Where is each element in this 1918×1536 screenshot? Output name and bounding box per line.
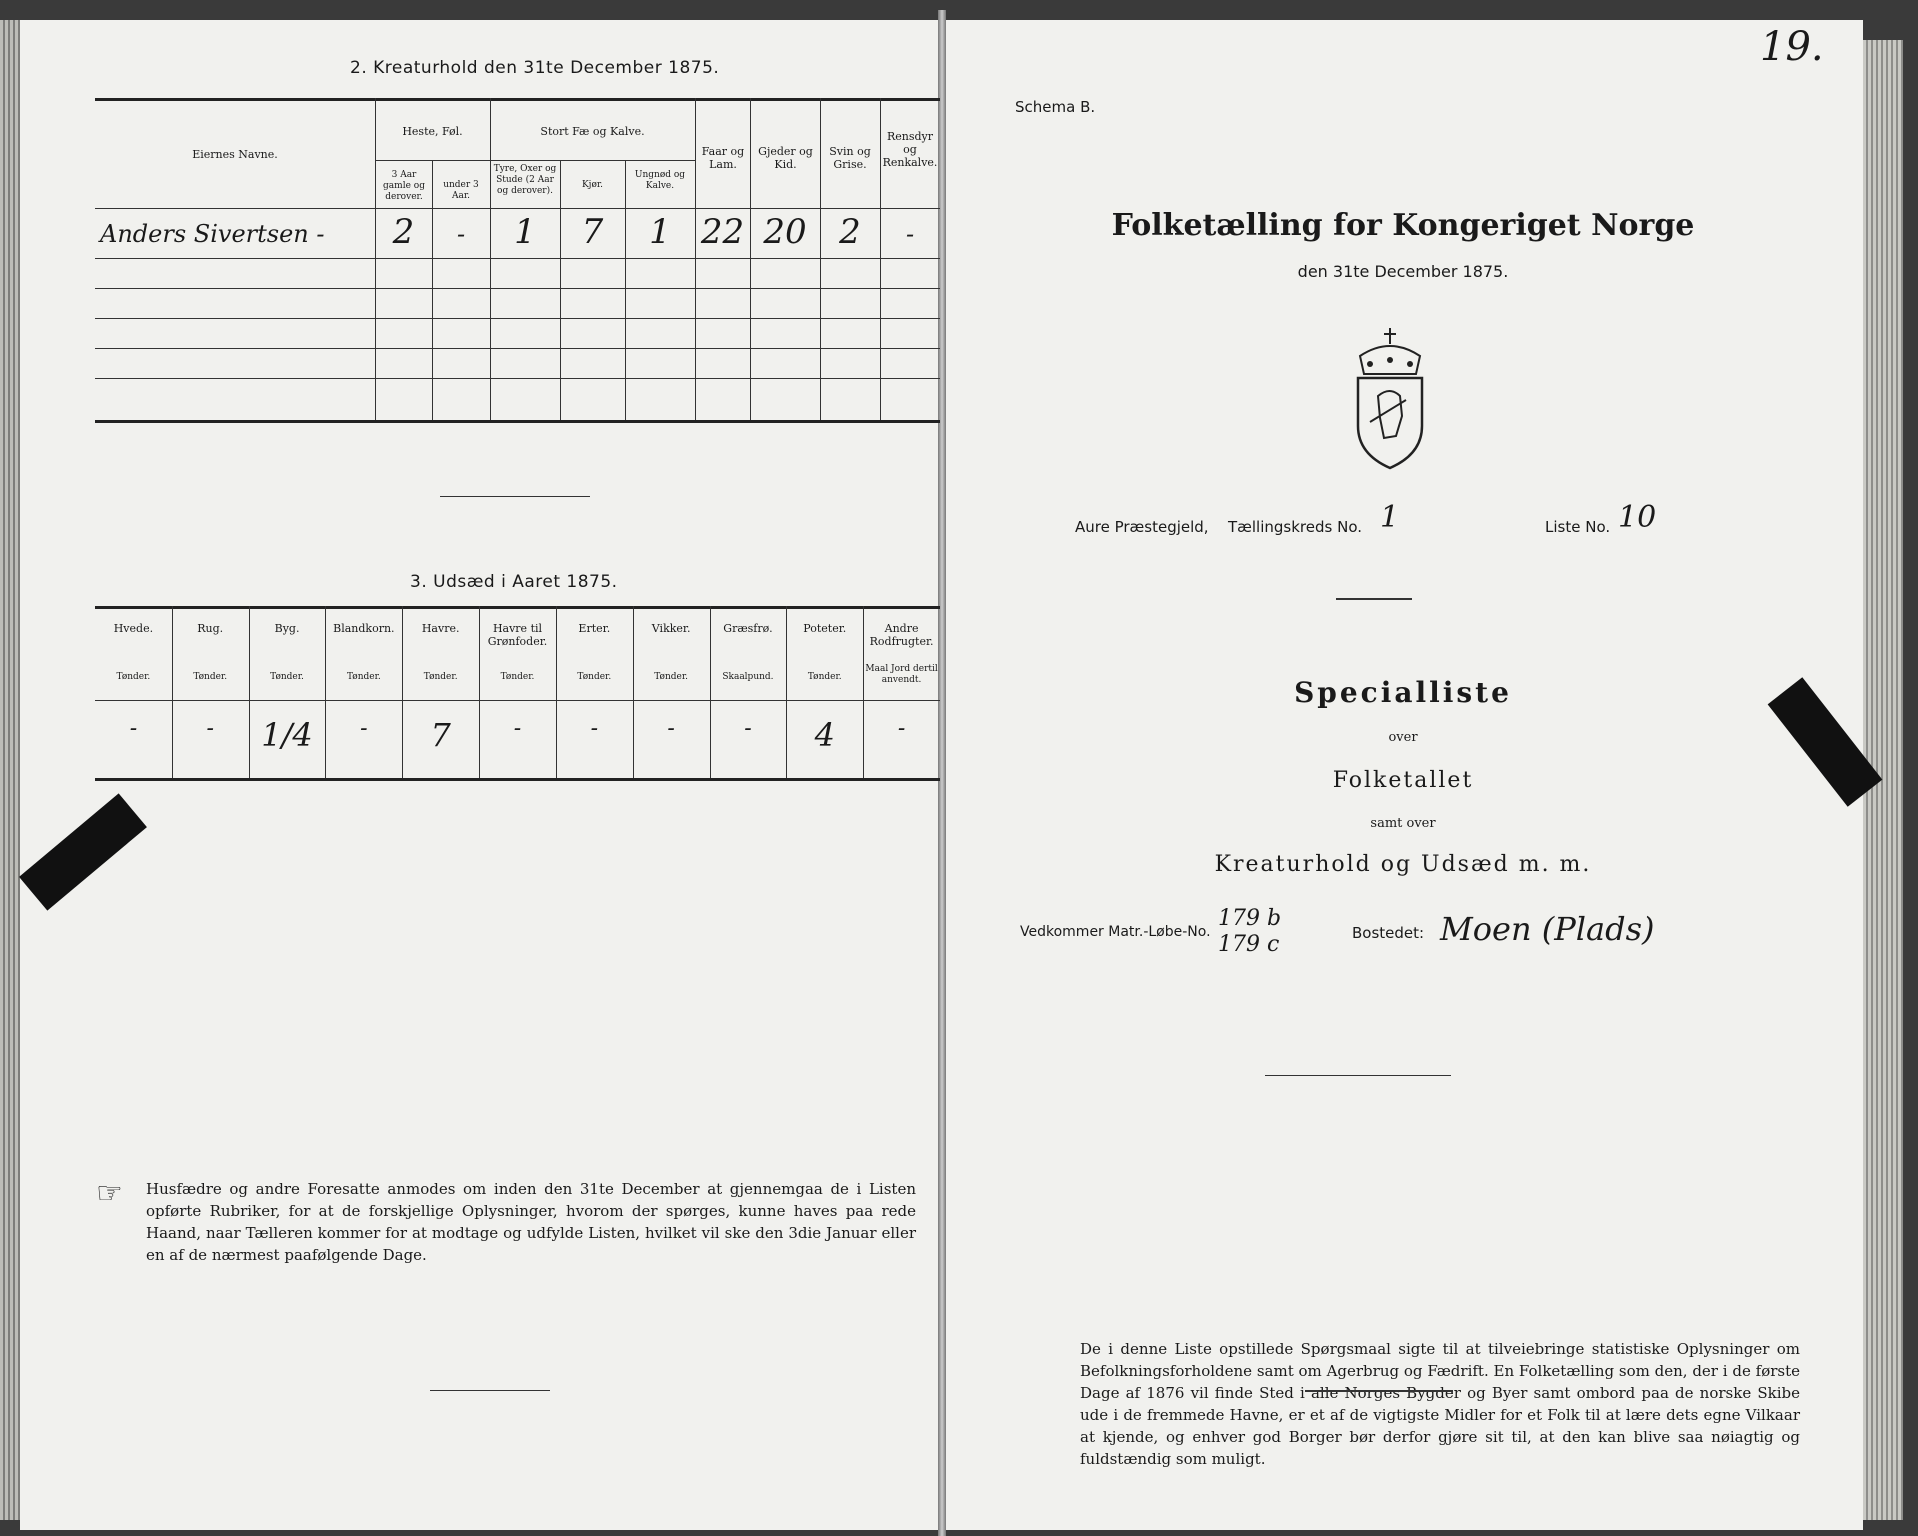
table2-col-rule bbox=[750, 98, 751, 420]
udsaed-col-unit: Tønder. bbox=[346, 672, 381, 682]
udsaed-value: - bbox=[360, 716, 368, 741]
udsaed-value: - bbox=[744, 716, 752, 741]
table2-row-rule bbox=[95, 378, 940, 379]
schema-label: Schema B. bbox=[1015, 98, 1096, 116]
udsaed-value: 7 bbox=[430, 716, 451, 754]
udsaed-col-unit: Tønder. bbox=[423, 672, 458, 682]
list-value: 10 bbox=[1618, 500, 1657, 535]
book-edge-left bbox=[0, 20, 22, 1520]
bostedet-value: Moen (Plads) bbox=[1440, 910, 1655, 948]
udsaed-col-name: Poteter. bbox=[803, 622, 847, 635]
table3-col-rule bbox=[556, 606, 557, 778]
udsaed-col-unit: Tønder. bbox=[577, 672, 612, 682]
table2-col-rule bbox=[490, 98, 491, 420]
value-svin: 2 bbox=[839, 212, 861, 252]
specialliste-title: Specialliste bbox=[1294, 676, 1512, 709]
udsaed-value: - bbox=[590, 716, 599, 741]
main-title: Folketælling for Kongeriget Norge bbox=[1111, 208, 1695, 243]
table2-bottom-rule bbox=[95, 420, 940, 423]
udsaed-col-unit: Tønder. bbox=[807, 672, 842, 682]
udsaed-col-unit: Tønder. bbox=[116, 672, 151, 682]
parish-label: Aure Præstegjeld, bbox=[1075, 518, 1209, 536]
over-text: over bbox=[1388, 730, 1418, 745]
value-faar: 22 bbox=[700, 212, 745, 252]
udsaed-col-name: Græsfrø. bbox=[723, 622, 773, 635]
table3-col-rule bbox=[325, 606, 326, 778]
matr-value-2: 179 c bbox=[1218, 932, 1280, 957]
value-heste-old: 2 bbox=[392, 212, 415, 252]
table3-col-rule bbox=[479, 606, 480, 778]
page-number: 19. bbox=[1760, 24, 1824, 70]
udsaed-col-name: Havre. bbox=[421, 622, 460, 635]
district-value: 1 bbox=[1380, 500, 1400, 535]
value-kjor: 7 bbox=[581, 212, 604, 252]
col-header-rensdyr: Rensdyr og Renkalve. bbox=[882, 130, 938, 169]
coat-of-arms-icon bbox=[1340, 326, 1440, 471]
udsaed-value: - bbox=[129, 716, 138, 741]
udsaed-col-unit: Tønder. bbox=[500, 672, 535, 682]
divider bbox=[1305, 1390, 1453, 1392]
udsaed-col-unit: Tønder. bbox=[193, 672, 228, 682]
udsaed-col-unit: Tønder. bbox=[270, 672, 304, 682]
owner-name: Anders Sivertsen - bbox=[100, 220, 325, 248]
udsaed-value: 1/4 bbox=[261, 716, 313, 754]
udsaed-col-name: Byg. bbox=[274, 622, 300, 635]
udsaed-col-name: Andre Rodfrugter. bbox=[869, 622, 934, 648]
table2-row-rule bbox=[95, 288, 940, 289]
table3-top-rule bbox=[95, 606, 940, 609]
matr-label: Vedkommer Matr.-Løbe-No. bbox=[1020, 924, 1211, 940]
col-header-owner: Eiernes Navne. bbox=[192, 148, 278, 161]
udsaed-col-name: Hvede. bbox=[113, 622, 154, 635]
table2-col-rule bbox=[375, 98, 376, 420]
table3-col-rule bbox=[710, 606, 711, 778]
col-header-svin: Svin og Grise. bbox=[829, 145, 871, 171]
table3-col-rule bbox=[633, 606, 634, 778]
folketallet-text: Folketallet bbox=[1332, 768, 1474, 793]
explanation-text: De i denne Liste opstillede Spørgsmaal sigte til at tilveiebringe statistiske Oplysninger om Befolkningsforholdene samt om Agerbrug og Fædrift. En Folketælling som den, der i de første Dage af 1876 vil finde Sted i alle Norges Bygder og Byer samt ombord paa de norske Skibe ude i de fremmede Havne, er et af de vigtigste Midler for et Folk til at lære dets egne Vilkaar at kjende, og enhver god Borger bør derfor gjøre sit til, at den kan blive saa nøiagtig og fuldstændig som muligt. bbox=[1080, 1340, 1800, 1468]
value-ungnod: 1 bbox=[649, 212, 671, 252]
col-header-heste-old: 3 Aar gamle og derover. bbox=[383, 170, 425, 202]
udsaed-col-name: Vikker. bbox=[651, 622, 691, 635]
group-header-heste: Heste, Føl. bbox=[402, 125, 463, 138]
samt-over-text: samt over bbox=[1370, 816, 1436, 831]
udsaed-col-unit: Tønder. bbox=[654, 672, 689, 682]
col-header-gjeder: Gjeder og Kid. bbox=[758, 145, 813, 171]
divider bbox=[1336, 598, 1412, 600]
kreaturhold-text: Kreaturhold og Udsæd m. m. bbox=[1214, 852, 1592, 877]
table2-top-rule bbox=[95, 98, 940, 101]
section3-title: 3. Udsæd i Aaret 1875. bbox=[410, 572, 618, 592]
table2-row-rule bbox=[95, 318, 940, 319]
col-header-heste-young: under 3 Aar. bbox=[443, 180, 479, 201]
group-header-stort: Stort Fæ og Kalve. bbox=[540, 125, 645, 138]
table3-col-rule bbox=[863, 606, 864, 778]
table3-header-rule bbox=[95, 700, 940, 701]
section2-title: 2. Kreaturhold den 31te December 1875. bbox=[350, 58, 720, 78]
instruction-note: Husfædre og andre Foresatte anmodes om inden den 31te December at gjennemgaa de i Listen opførte Rubriker, for at de forskjellige Oplysninger, hvorom der spørges, kunne haves paa rede Haand, naar Tælleren kommer for at modtage og udfylde Listen, hvilket vil ske den 3die Januar eller en af de nærmest paafølgende Dage. bbox=[146, 1180, 916, 1264]
matr-value-1: 179 b bbox=[1218, 906, 1282, 931]
list-label: Liste No. bbox=[1545, 518, 1611, 536]
table2-row-rule bbox=[95, 348, 940, 349]
udsaed-value: 4 bbox=[814, 716, 835, 754]
col-header-faar: Faar og Lam. bbox=[701, 145, 745, 171]
col-header-kjor: Kjør. bbox=[581, 180, 604, 190]
main-subtitle: den 31te December 1875. bbox=[1297, 262, 1509, 281]
udsaed-value: - bbox=[513, 716, 522, 741]
udsaed-col-unit: Maal Jord dertil anvendt. bbox=[865, 664, 938, 685]
section-divider bbox=[440, 496, 590, 497]
udsaed-col-name: Rug. bbox=[197, 622, 224, 635]
udsaed-col-name: Blandkorn. bbox=[333, 622, 395, 635]
pointing-hand-icon: ☞ bbox=[96, 1176, 123, 1211]
district-label: Tællingskreds No. bbox=[1228, 518, 1362, 536]
value-heste-young: - bbox=[456, 220, 466, 248]
udsaed-value: - bbox=[667, 716, 675, 741]
table2-row-rule bbox=[95, 258, 940, 259]
bostedet-label: Bostedet: bbox=[1352, 924, 1425, 942]
value-rensdyr: - bbox=[905, 220, 915, 248]
table2-header-rule bbox=[95, 208, 940, 209]
udsaed-col-name: Havre til Grønfoder. bbox=[487, 622, 548, 648]
table3-bottom-rule bbox=[95, 778, 940, 781]
value-gjeder: 20 bbox=[763, 212, 807, 252]
udsaed-col-unit: Skaalpund. bbox=[722, 672, 774, 682]
value-tyre: 1 bbox=[514, 212, 536, 252]
table2-col-rule bbox=[560, 160, 561, 420]
col-header-ungnod: Ungnød og Kalve. bbox=[634, 170, 686, 191]
udsaed-value: - bbox=[206, 716, 214, 741]
col-header-tyre: Tyre, Oxer og Stude (2 Aar og derover). bbox=[493, 164, 557, 196]
udsaed-col-name: Erter. bbox=[578, 622, 611, 635]
divider bbox=[1265, 1075, 1451, 1076]
footer-divider bbox=[430, 1390, 550, 1391]
table2-col-rule bbox=[695, 98, 696, 420]
table2-group-rule bbox=[375, 160, 695, 161]
table2-col-rule bbox=[625, 160, 626, 420]
table3-col-rule bbox=[172, 606, 173, 778]
udsaed-value: - bbox=[897, 716, 906, 741]
